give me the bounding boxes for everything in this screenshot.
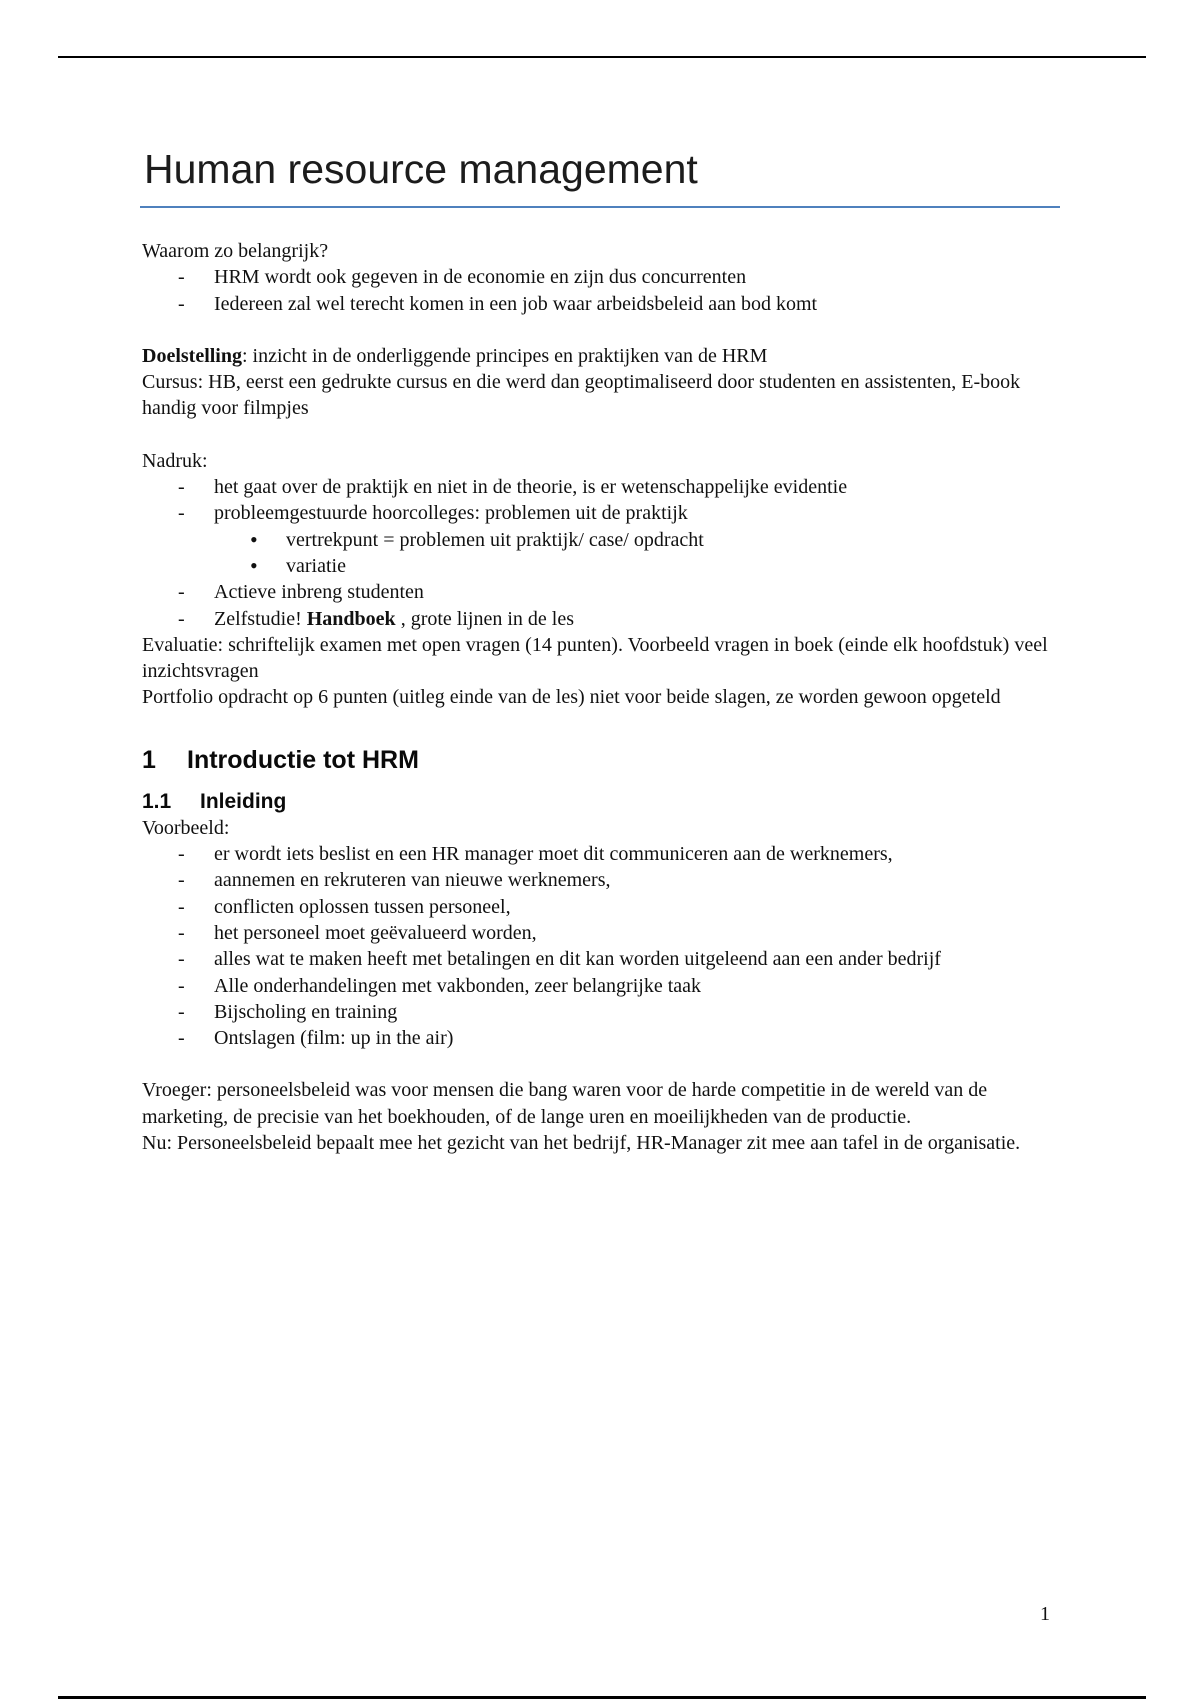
- intro-question: Waarom zo belangrijk?: [142, 240, 329, 262]
- list-item: - Iedereen zal wel terecht komen in een job waar arbeidsbeleid aan bod komt: [142, 291, 1062, 317]
- evaluation-paragraph: Evaluatie: schriftelijk examen met open vragen (14 punten). Voorbeeld vragen in boek (einde elk hoofdstuk) veel inzichtsvragen: [142, 633, 1048, 683]
- list-item: - aannemen en rekruteren van nieuwe werknemers,: [142, 867, 1062, 893]
- subsection-title: Inleiding: [200, 789, 287, 813]
- sub-list-item: • vertrekpunt = problemen uit praktijk/ case/ opdracht: [142, 527, 1062, 553]
- now-paragraph: Nu: Personeelsbeleid bepaalt mee het gezicht van het bedrijf, HR-Manager zit mee aan tafel in de organisatie.: [142, 1132, 1021, 1155]
- list-item: - conflicten oplossen tussen personeel,: [142, 894, 1062, 920]
- footer-rule: [58, 1696, 1146, 1699]
- list-item: - Alle onderhandelingen met vakbonden, zeer belangrijke taak: [142, 973, 1062, 999]
- title-underline: [140, 206, 1060, 208]
- self-study-suffix: , grote lijnen in de les: [395, 607, 574, 630]
- section-title: Introductie tot HRM: [187, 745, 419, 774]
- portfolio-paragraph: Portfolio opdracht op 6 punten (uitleg einde van de les) niet voor beide slagen, ze worden gewoon opgeteld: [142, 686, 1001, 709]
- objective-text: : inzicht in de onderliggende principes en praktijken van de HRM: [242, 344, 768, 367]
- list-item: - Actieve inbreng studenten: [142, 579, 1062, 605]
- page-number: 1: [1040, 1603, 1050, 1625]
- intro-list: [142, 264, 1062, 317]
- list-item: - Bijscholing en training: [142, 999, 1062, 1025]
- list-item: - probleemgestuurde hoorcolleges: problemen uit de praktijk: [142, 500, 1062, 526]
- document-title: Human resource management: [144, 146, 698, 192]
- list-item: - er wordt iets beslist en een HR manager moet dit communiceren aan de werknemers,: [142, 841, 1062, 867]
- emphasis-sublist: [142, 527, 1062, 580]
- example-label: Voorbeeld:: [142, 816, 230, 839]
- list-item: - het gaat over de praktijk en niet in de theorie, is er wetenschappelijke evidentie: [142, 474, 1062, 500]
- list-item: - HRM wordt ook gegeven in de economie en zijn dus concurrenten: [142, 264, 1062, 290]
- list-item: - Ontslagen (film: up in the air): [142, 1025, 1062, 1051]
- section-number: 1: [142, 745, 156, 774]
- sub-list-item: • variatie: [142, 553, 1062, 579]
- example-list: [142, 841, 1062, 1051]
- header-rule: [58, 56, 1146, 58]
- emphasis-list: [142, 474, 1062, 527]
- handbook-label: Handboek: [306, 607, 396, 630]
- emphasis-label: Nadruk:: [142, 449, 208, 472]
- subsection-number: 1.1: [142, 789, 172, 813]
- list-item: [142, 606, 1062, 632]
- subsection-heading-1-1: [142, 789, 1062, 815]
- emphasis-list-continued: [142, 579, 1062, 632]
- objective-label: Doelstelling: [142, 344, 242, 367]
- section-heading-1: [142, 745, 1062, 775]
- list-item: - alles wat te maken heeft met betalingen en dit kan worden uitgeleend aan een ander bedrijf: [142, 946, 1062, 972]
- past-paragraph: Vroeger: personeelsbeleid was voor mensen die bang waren voor de harde competitie in de wereld van de marketing, de precisie van het boekhouden, of de lange uren en moeilijkheden van de productie.: [142, 1079, 988, 1128]
- objective-paragraph: [142, 343, 1062, 369]
- document-body: [142, 140, 1062, 1156]
- list-item: - het personeel moet geëvalueerd worden,: [142, 920, 1062, 946]
- course-paragraph: Cursus: HB, eerst een gedrukte cursus en die werd dan geoptimaliseerd door studenten en assistenten, E-book handig voor filmpjes: [142, 371, 1021, 420]
- self-study-prefix: Zelfstudie!: [214, 607, 307, 630]
